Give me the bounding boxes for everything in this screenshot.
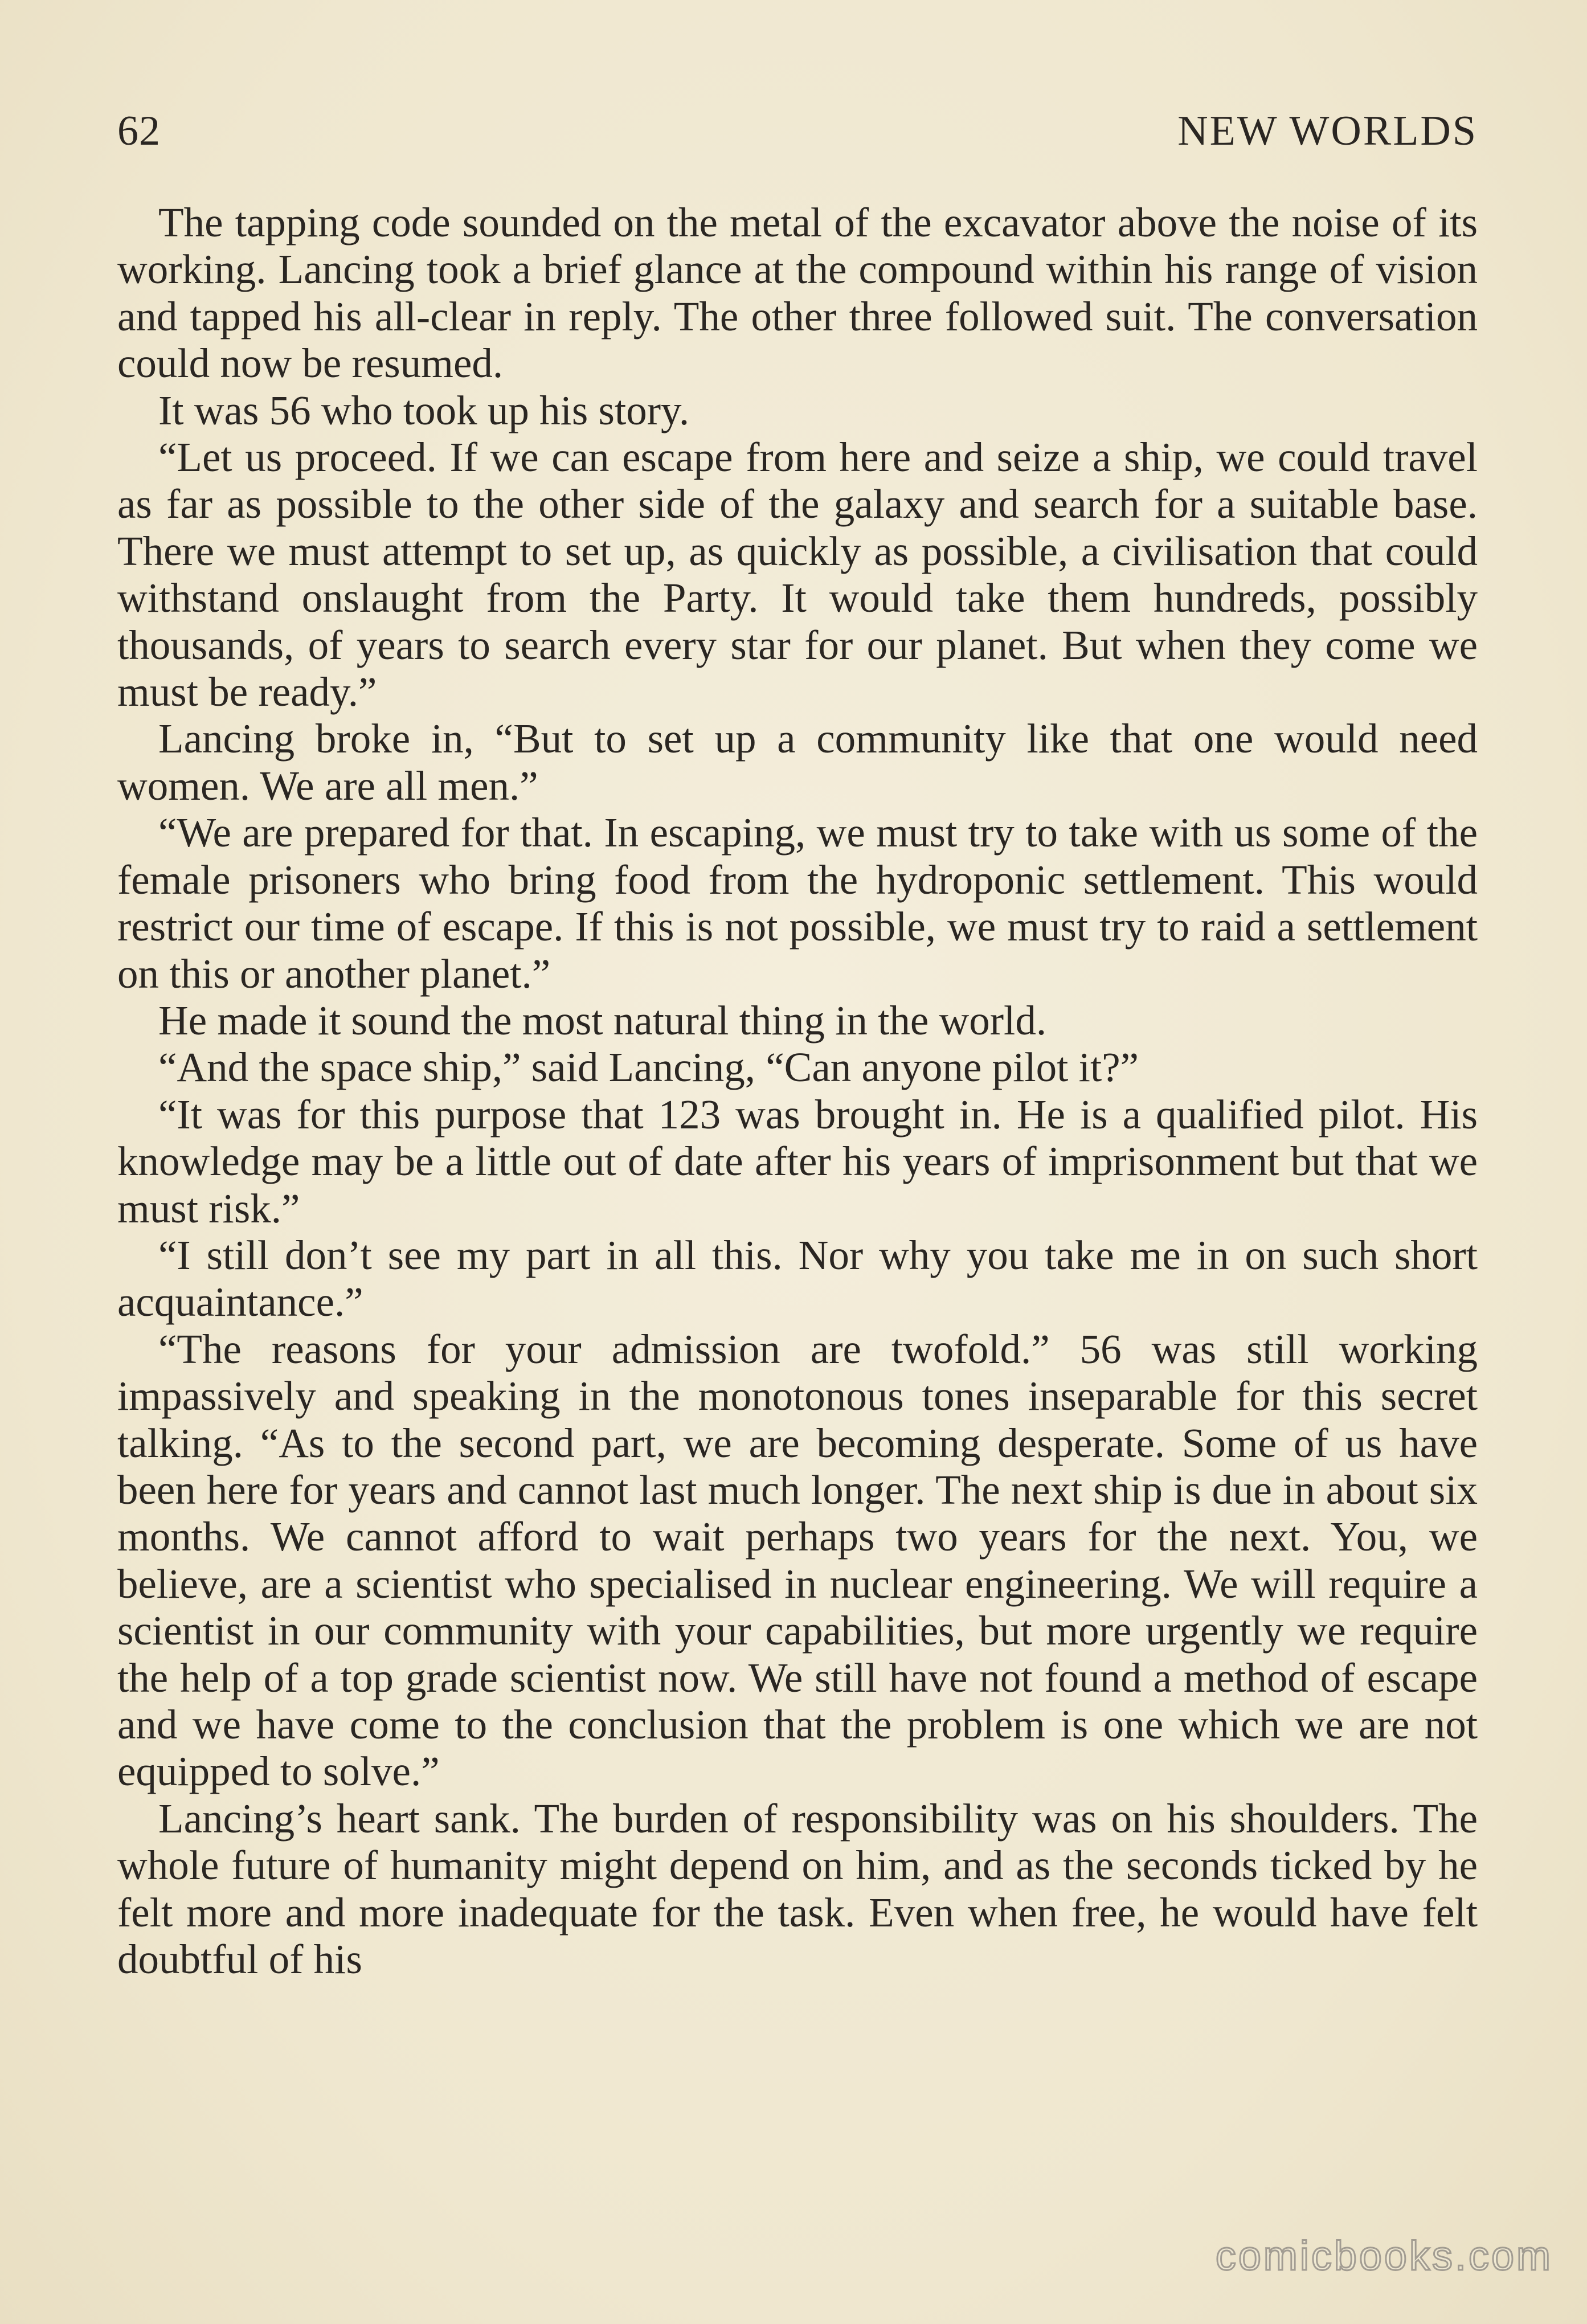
paragraph: “And the space ship,” said Lancing, “Can anyone pilot it?” — [158, 1044, 1139, 1091]
paragraph: It was 56 who took up his story. — [158, 387, 690, 433]
running-title: NEW WORLDS — [1177, 108, 1478, 154]
paragraph: “The reasons for your admission are twofold.” 56 was still working impassively and speaking in the monotonous tones inseparable for this secret talking. “As to the second part, we are becoming desperate. Some of us have been here for years and cannot last much longer. The next ship is due in about six months. We cannot afford to wait perhaps two years for the next. You, we believe, are a scientist who specialised in nuclear engineering. We will require a scientist in our community with your capabilities, but more urgently we require the help of a top grade scientist now. We still have not found a method of escape and we have come to the conclusion that the problem is one which we are not equipped to solve.” — [117, 1325, 1478, 1795]
page-header — [117, 103, 1478, 159]
paragraph: Lancing’s heart sank. The burden of responsibility was on his shoulders. The whole future of humanity might depend on him, and as the seconds ticked by he felt more and more inadequate for the task. Even when free, he would have felt doubtful of his — [117, 1795, 1478, 1983]
paragraph: The tapping code sounded on the metal of the excavator above the noise of its working. Lancing took a brief glance at the compound within his range of vision and tapped his all-clear in reply. The other three followed suit. The conversation could now be resumed. — [117, 199, 1478, 387]
paragraph: Lancing broke in, “But to set up a community like that one would need women. We are all men.” — [117, 715, 1478, 809]
paragraph: He made it sound the most natural thing in the world. — [158, 997, 1047, 1044]
body-text — [117, 199, 1478, 1983]
paragraph: “I still don’t see my part in all this. Nor why you take me in on such short acquaintance.” — [117, 1231, 1478, 1325]
paragraph: “We are prepared for that. In escaping, we must try to take with us some of the female prisoners who bring food from the hydroponic settlement. This would restrict our time of escape. If this is not possible, we must try to raid a settlement on this or another planet.” — [117, 809, 1478, 997]
page-number: 62 — [117, 108, 161, 154]
paragraph: “It was for this purpose that 123 was brought in. He is a qualified pilot. His knowledge may be a little out of date after his years of imprisonment but that we must risk.” — [117, 1091, 1478, 1231]
paragraph: “Let us proceed. If we can escape from here and seize a ship, we could travel as far as possible to the other side of the galaxy and search for a suitable base. There we must attempt to set up, as quickly as possible, a civilisation that could withstand onslaught from the Party. It would take them hundreds, possibly thousands, of years to search every star for our planet. But when they come we must be ready.” — [117, 434, 1478, 715]
watermark: comicbooks.com — [1215, 2233, 1553, 2279]
